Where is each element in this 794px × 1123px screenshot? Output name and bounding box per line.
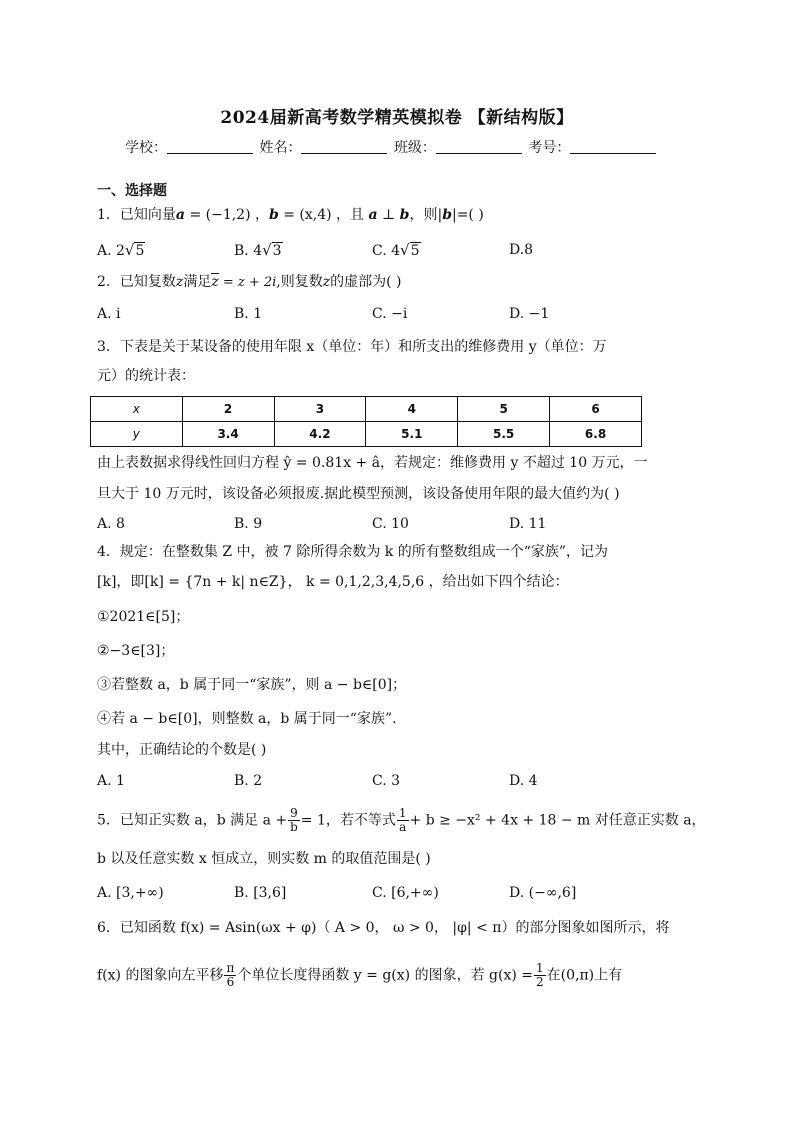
q2-option-c[interactable]: C. −i bbox=[372, 306, 408, 322]
q1-option-a[interactable]: A. 2√5 bbox=[97, 241, 145, 259]
fraction: $\frac{9}{b}$ bbox=[290, 806, 298, 834]
table-header-x: x bbox=[91, 397, 183, 422]
question-4-statement-4: ④若 a − b∈[0]，则整数 a，b 属于同一“家族”. bbox=[97, 711, 397, 727]
fraction: $\frac{1}{2}$ bbox=[535, 961, 544, 989]
table-cell: 2 bbox=[182, 397, 274, 422]
question-5-line1: 5．已知正实数 a，b 满足 a + $\frac{9}{b}$ = 1，若不等式 $\frac{1}{a}$ + b ≥ −x² + 4x + 18 − m 对任意正实数 a， bbox=[97, 806, 706, 834]
student-info-line bbox=[125, 137, 658, 157]
table-cell: 5.1 bbox=[366, 422, 458, 447]
question-4-statement-2: ②−3∈[3]； bbox=[97, 643, 175, 659]
table-cell: 5.5 bbox=[458, 422, 550, 447]
section-heading: 一、选择题 bbox=[97, 183, 167, 199]
q2-option-b[interactable]: B. 1 bbox=[234, 306, 263, 322]
q3-option-b[interactable]: B. 9 bbox=[234, 516, 263, 532]
statistics-table bbox=[90, 396, 642, 447]
question-1: 1．已知向量a = (−1,2) ，b = (x,4) ，且 a ⊥ b，则|b|=( ) bbox=[97, 207, 484, 223]
q1-option-d[interactable]: D.8 bbox=[509, 242, 534, 258]
table-cell: 5 bbox=[458, 397, 550, 422]
table-cell: 6.8 bbox=[550, 422, 642, 447]
question-3-line2: 元）的统计表： bbox=[97, 368, 195, 384]
exam-title: 2024届新高考数学精英模拟卷 【新结构版】 bbox=[220, 108, 574, 128]
table-row-x bbox=[91, 397, 642, 422]
q2-option-d[interactable]: D. −1 bbox=[509, 306, 550, 322]
q5-option-a[interactable]: A. [3,+∞) bbox=[97, 885, 164, 901]
q4-option-b[interactable]: B. 2 bbox=[234, 773, 263, 789]
table-row-y bbox=[91, 422, 642, 447]
question-4-line2: [k]，即[k] = {7n + k| n∈Z}， k = 0,1,2,3,4,5,6 ，给出如下四个结论： bbox=[97, 574, 569, 590]
table-header-y: y bbox=[91, 422, 183, 447]
q4-option-d[interactable]: D. 4 bbox=[509, 773, 538, 789]
q4-option-a[interactable]: A. 1 bbox=[97, 773, 125, 789]
question-5-line2: b 以及任意实数 x 恒成立，则实数 m 的取值范围是( ) bbox=[97, 851, 431, 867]
table-cell: 4.2 bbox=[274, 422, 366, 447]
q4-option-c[interactable]: C. 3 bbox=[372, 773, 401, 789]
fraction: $\frac{\pi}{6}$ bbox=[226, 961, 235, 989]
table-cell: 4 bbox=[366, 397, 458, 422]
school-blank[interactable] bbox=[167, 139, 253, 154]
question-4-ask: 其中，正确结论的个数是( ) bbox=[97, 742, 267, 758]
question-3-line4: 旦大于 10 万元时，该设备必须报废.据此模型预测，该设备使用年限的最大值约为( ) bbox=[97, 486, 620, 502]
table-cell: 3.4 bbox=[182, 422, 274, 447]
table-cell: 6 bbox=[550, 397, 642, 422]
question-3-line3: 由上表数据求得线性回归方程 ŷ = 0.81x + â，若规定：维修费用 y 不超过 10 万元，一 bbox=[97, 455, 648, 471]
q3-option-d[interactable]: D. 11 bbox=[509, 516, 547, 532]
name-label: 姓名： bbox=[259, 140, 302, 156]
number-blank[interactable] bbox=[570, 139, 656, 154]
q3-option-a[interactable]: A. 8 bbox=[97, 516, 125, 532]
name-blank[interactable] bbox=[301, 139, 387, 154]
q1-option-b[interactable]: B. 4√3 bbox=[234, 241, 282, 259]
school-label: 学校： bbox=[125, 140, 167, 156]
question-3-line1: 3．下表是关于某设备的使用年限 x（单位：年）和所支出的维修费用 y（单位：万 bbox=[97, 339, 607, 355]
question-6-line2: f(x) 的图象向左平移 $\frac{\pi}{6}$ 个单位长度得函数 y = g(x) 的图象，若 g(x) = $\frac{1}{2}$ 在(0,π)上有 bbox=[97, 961, 623, 989]
class-blank[interactable] bbox=[436, 139, 522, 154]
number-label: 考号： bbox=[528, 140, 571, 156]
table-cell: 3 bbox=[274, 397, 366, 422]
q1-option-c[interactable]: C. 4√5 bbox=[372, 241, 420, 259]
fraction: $\frac{1}{a}$ bbox=[398, 806, 407, 834]
question-4-line1: 4．规定：在整数集 Z 中，被 7 除所得余数为 k 的所有整数组成一个“家族”，记为 bbox=[97, 544, 609, 560]
question-4-statement-3: ③若整数 a，b 属于同一“家族”，则 a − b∈[0]； bbox=[97, 677, 407, 693]
question-2: 2．已知复数z满足z = z + 2i,则复数z的虚部为( ) bbox=[97, 274, 402, 290]
q3-option-c[interactable]: C. 10 bbox=[372, 516, 409, 532]
q5-option-b[interactable]: B. [3,6] bbox=[234, 885, 287, 901]
question-4-statement-1: ①2021∈[5]； bbox=[97, 609, 190, 625]
question-6-line1: 6．已知函数 f(x) = Asin(ωx + φ)（ A > 0， ω > 0， |φ| < π）的部分图象如图所示，将 bbox=[97, 920, 670, 936]
q5-option-c[interactable]: C. [6,+∞) bbox=[372, 885, 439, 901]
class-label: 班级： bbox=[393, 140, 436, 156]
q2-option-a[interactable]: A. i bbox=[97, 306, 121, 322]
q5-option-d[interactable]: D. (−∞,6] bbox=[509, 885, 577, 901]
